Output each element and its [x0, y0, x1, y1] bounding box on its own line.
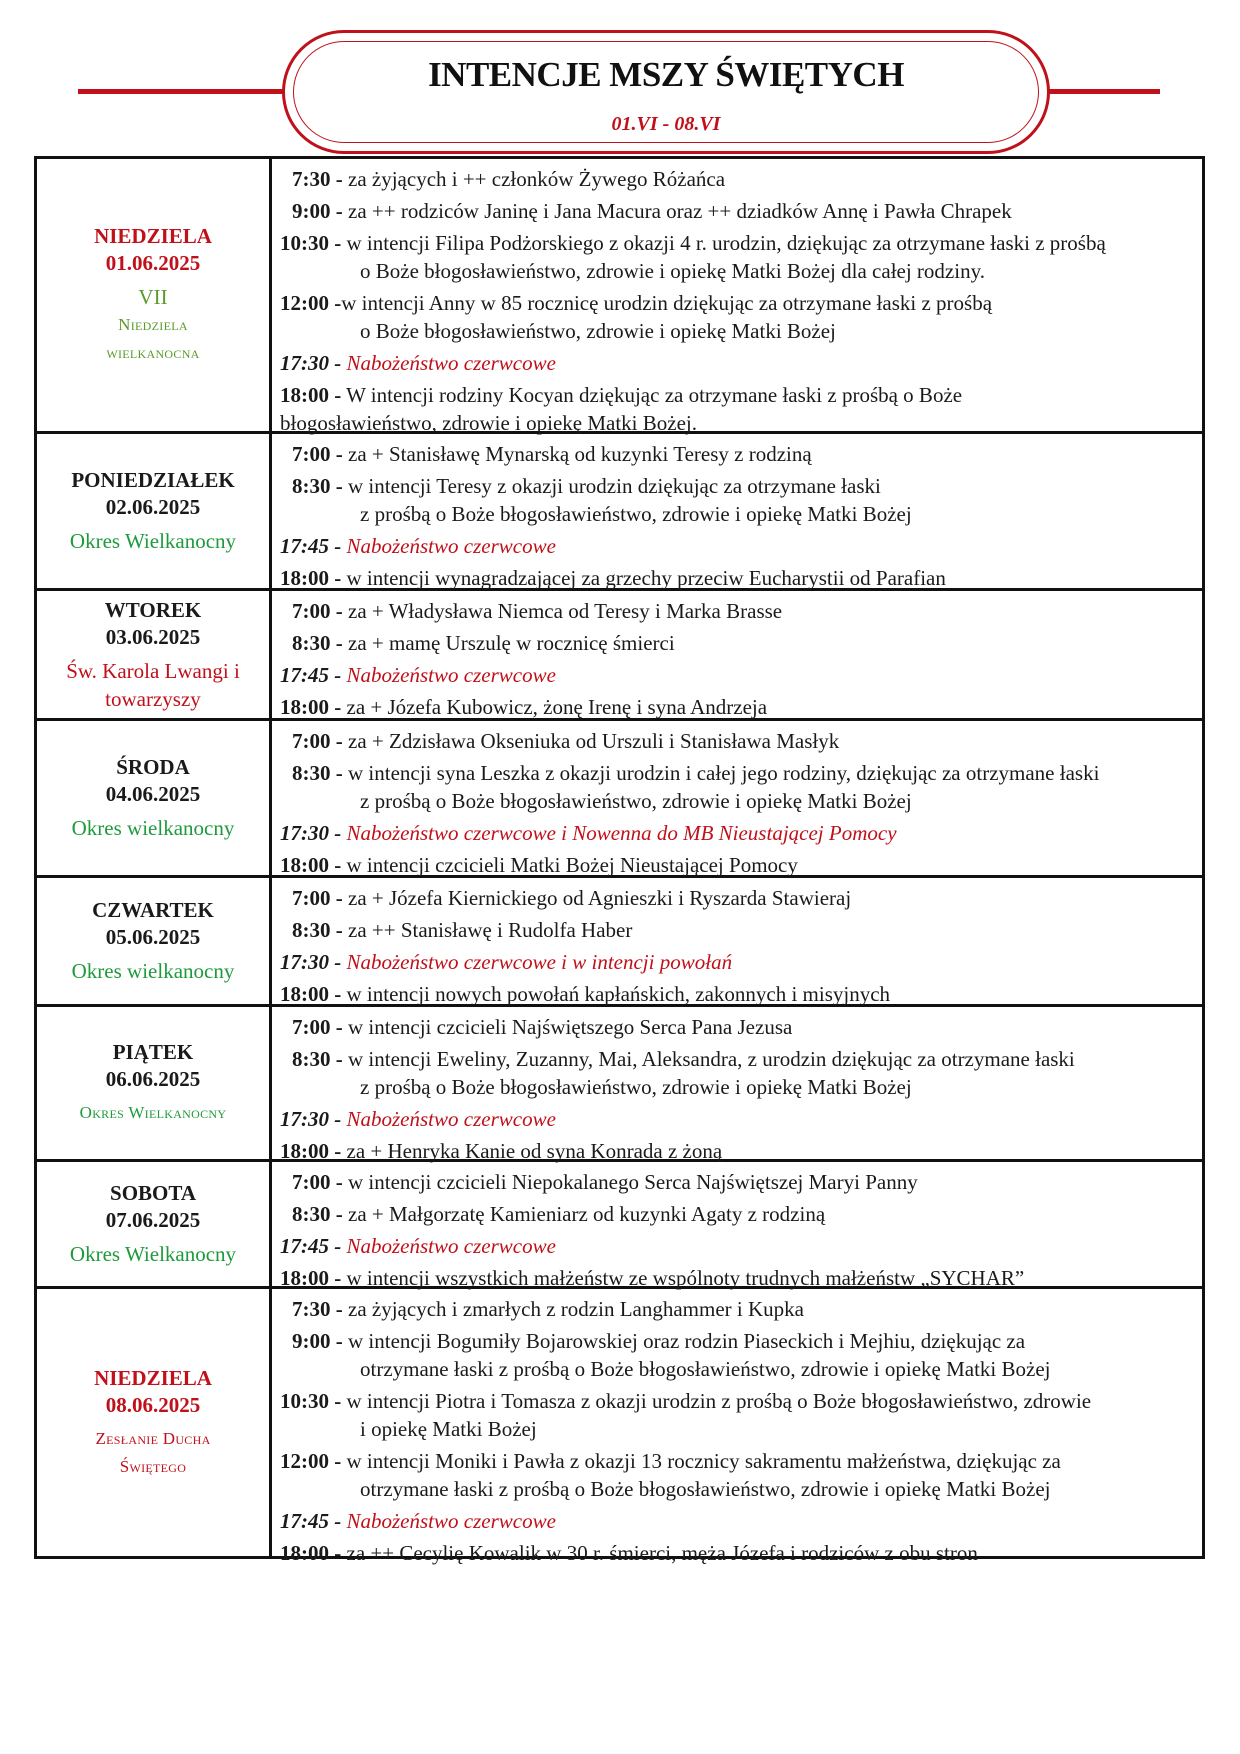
liturgical-season-line: Niedziela: [118, 315, 188, 334]
mass-time: 8:30 -: [292, 761, 343, 785]
mass-time: 17:30 -: [280, 821, 342, 845]
day-cell: [37, 159, 272, 431]
liturgical-season-line: Świętego: [119, 1456, 187, 1476]
day-cell: [37, 591, 272, 718]
day-date: 04.06.2025: [105, 782, 201, 806]
day-date: 05.06.2025: [105, 925, 201, 949]
mass-intention: [280, 1043, 1192, 1103]
mass-time: 8:30 -: [292, 918, 343, 942]
mass-intention: [280, 1445, 1192, 1505]
mass-time: 17:45 -: [280, 534, 342, 558]
intention-text: za żyjących i zmarłych z rodzin Langhammer i Kupka: [342, 1297, 804, 1321]
intention-text: w intencji Piotra i Tomasza z okazji urodzin z prośbą o Boże błogosławieństwo, zdrowie: [341, 1389, 1092, 1413]
day-row: [37, 588, 1202, 718]
mass-intention: [280, 287, 1192, 347]
mass-time: 7:00 -: [292, 1170, 343, 1194]
intention-text: w intencji wynagradzającej za grzechy przeciw Eucharystii od Parafian: [341, 566, 946, 590]
liturgical-season-line: wielkanocna: [106, 343, 200, 362]
day-cell: [37, 878, 272, 1004]
intention-text: za + Józefa Kiernickiego od Agnieszki i Ryszarda Stawieraj: [342, 886, 852, 910]
mass-intention: [280, 379, 1192, 439]
mass-list: [272, 1162, 1202, 1290]
day-name: ŚRODA: [116, 755, 190, 779]
liturgical-season-line: Okres wielkanocny: [71, 816, 235, 840]
mass-time: 8:30 -: [292, 631, 343, 655]
day-name: CZWARTEK: [92, 898, 214, 922]
mass-list: [272, 434, 1202, 588]
intention-text-continued: błogosławieństwo, zdrowie i opiekę Matki Bożej.: [280, 411, 697, 435]
liturgical-season: [95, 1425, 210, 1481]
day-row: [37, 718, 1202, 875]
devotion-entry: [280, 817, 1192, 849]
mass-time: 18:00 -: [280, 1139, 342, 1163]
mass-intention: [280, 757, 1192, 817]
page-title: INTENCJE MSZY ŚWIĘTYCH: [428, 55, 904, 94]
liturgical-season: [72, 814, 235, 842]
liturgical-season-line: Okres Wielkanocny: [79, 1103, 227, 1122]
day-name: PONIEDZIAŁEK: [71, 468, 235, 492]
liturgical-season: [72, 957, 235, 985]
mass-intention: [280, 1293, 1192, 1325]
mass-intention: [280, 163, 1192, 195]
intention-text-continued: z prośbą o Boże błogosławieństwo, zdrowie i opiekę Matki Bożej: [360, 1075, 912, 1099]
devotion-entry: [280, 1103, 1192, 1135]
intention-text-continued: otrzymane łaski z prośbą o Boże błogosławieństwo, zdrowie i opiekę Matki Bożej: [360, 1357, 1051, 1381]
intention-text: Nabożeństwo czerwcowe: [341, 1234, 556, 1258]
day-cell: [37, 1162, 272, 1286]
liturgical-season-line: Św. Karola Lwangi i: [66, 658, 240, 683]
mass-intention: [280, 227, 1192, 287]
mass-schedule-table: [34, 156, 1205, 1565]
intention-text: za + Stanisławę Mynarską od kuzynki Teresy z rodziną: [342, 442, 812, 466]
day-date: 01.06.2025: [105, 251, 201, 275]
mass-time: 10:30 -: [280, 1389, 342, 1413]
mass-time: 8:30 -: [292, 1047, 343, 1071]
mass-intention: [280, 595, 1192, 627]
mass-intention: [280, 627, 1192, 659]
intention-text: Nabożeństwo czerwcowe i w intencji powołań: [341, 950, 733, 974]
mass-time: 9:00 -: [292, 199, 343, 223]
liturgical-season-line: Okres Wielkanocny: [69, 529, 237, 553]
devotion-entry: [280, 1505, 1192, 1537]
intention-text: w intencji czcicieli Matki Bożej Nieustającej Pomocy: [341, 853, 798, 877]
intention-text: Nabożeństwo czerwcowe: [341, 1509, 556, 1533]
intention-text: w intencji nowych powołań kapłańskich, zakonnych i misyjnych: [341, 982, 891, 1006]
mass-intention: [280, 562, 1192, 594]
mass-time: 7:00 -: [292, 442, 343, 466]
day-row: [37, 1159, 1202, 1290]
intention-text: w intencji Filipa Podżorskiego z okazji 4 r. urodzin, dziękując za otrzymane łaski z prośbą: [341, 231, 1106, 255]
day-name: WTOREK: [104, 597, 202, 622]
intention-text: w intencji czcicieli Najświętszego Serca Pana Jezusa: [342, 1015, 793, 1039]
intention-text: Nabożeństwo czerwcowe: [341, 663, 556, 687]
mass-intention: [280, 1198, 1192, 1230]
intention-text: Nabożeństwo czerwcowe i Nowenna do MB Nieustającej Pomocy: [341, 821, 897, 845]
mass-time: 7:30 -: [292, 1297, 343, 1321]
header-rule-left: [78, 89, 290, 94]
day-row: [37, 1286, 1202, 1565]
mass-list: [272, 1289, 1202, 1565]
mass-intention: [280, 691, 1192, 723]
intention-text: w intencji Teresy z okazji urodzin dziękując za otrzymane łaski: [342, 474, 881, 498]
mass-time: 17:30 -: [280, 950, 342, 974]
intention-text: w intencji Bogumiły Bojarowskiej oraz rodzin Piaseckich i Mejhiu, dziękując za: [342, 1329, 1026, 1353]
liturgical-season: [80, 1099, 227, 1127]
mass-list: [272, 721, 1202, 875]
mass-intention: [280, 1325, 1192, 1385]
mass-time: 17:45 -: [280, 1509, 342, 1533]
devotion-entry: [280, 530, 1192, 562]
intention-text: w intencji Anny w 85 rocznicę urodzin dziękując za otrzymane łaski z prośbą: [341, 291, 993, 315]
day-date: 08.06.2025: [105, 1392, 201, 1417]
liturgical-season-line: Zesłanie Ducha: [95, 1428, 211, 1448]
intention-text: w intencji wszystkich małżeństw ze wspólnoty trudnych małżeństw „SYCHAR”: [341, 1266, 1025, 1290]
mass-time: 18:00 -: [280, 383, 342, 407]
day-cell: [37, 721, 272, 875]
intention-text-continued: o Boże błogosławieństwo, zdrowie i opiekę Matki Bożej dla całej rodziny.: [360, 259, 985, 283]
mass-intention: [280, 1166, 1192, 1198]
mass-time: 17:45 -: [280, 1234, 342, 1258]
liturgical-season: [70, 1240, 236, 1268]
mass-time: 17:30 -: [280, 351, 342, 375]
mass-time: 7:00 -: [292, 599, 343, 623]
mass-time: 10:30 -: [280, 231, 342, 255]
intention-text: za + Henryka Kanie od syna Konrada z żoną: [341, 1139, 723, 1163]
mass-list: [272, 159, 1202, 435]
intention-text: za + Zdzisława Okseniuka od Urszuli i Stanisława Masłyk: [342, 729, 840, 753]
mass-time: 18:00 -: [280, 1541, 342, 1565]
intention-text: za ++ Stanisławę i Rudolfa Haber: [342, 918, 633, 942]
mass-time: 9:00 -: [292, 1329, 343, 1353]
intention-text: Nabożeństwo czerwcowe: [341, 351, 556, 375]
intention-text: za + Małgorzatę Kamieniarz od kuzynki Agaty z rodziną: [342, 1202, 826, 1226]
intention-text: w intencji Moniki i Pawła z okazji 13 rocznicy sakramentu małżeństwa, dziękując za: [341, 1449, 1061, 1473]
day-row: [37, 1004, 1202, 1163]
devotion-entry: [280, 659, 1192, 691]
mass-intention: [280, 1537, 1192, 1569]
day-date: 07.06.2025: [105, 1208, 201, 1232]
intention-text: za ++ Cecylię Kowalik w 30 r. śmierci, męża Józefa i rodziców z obu stron: [341, 1541, 978, 1565]
liturgical-season: [66, 657, 240, 713]
liturgical-season: [106, 283, 199, 367]
intention-text: za + Józefa Kubowicz, żonę Irenę i syna Andrzeja: [341, 695, 768, 719]
intention-text: za ++ rodziców Janinę i Jana Macura oraz ++ dziadków Annę i Pawła Chrapek: [342, 199, 1012, 223]
mass-intention: [280, 914, 1192, 946]
mass-time: 7:30 -: [292, 167, 343, 191]
mass-time: 8:30 -: [292, 1202, 343, 1226]
mass-time: 18:00 -: [280, 853, 342, 877]
date-range: 01.VI - 08.VI: [611, 113, 721, 135]
intention-text: w intencji czcicieli Niepokalanego Serca Najświętszej Maryi Panny: [342, 1170, 918, 1194]
mass-time: 18:00 -: [280, 1266, 342, 1290]
liturgical-season: [70, 527, 236, 555]
mass-intention: [280, 438, 1192, 470]
mass-time: 18:00 -: [280, 982, 342, 1006]
intention-text: w intencji Eweliny, Zuzanny, Mai, Aleksandra, z urodzin dziękując za otrzymane łaski: [342, 1047, 1075, 1071]
intention-text-continued: otrzymane łaski z prośbą o Boże błogosławieństwo, zdrowie i opiekę Matki Bożej: [360, 1477, 1051, 1501]
intention-text-continued: o Boże błogosławieństwo, zdrowie i opiekę Matki Bożej: [360, 319, 836, 343]
intention-text-continued: z prośbą o Boże błogosławieństwo, zdrowie i opiekę Matki Bożej: [360, 789, 912, 813]
mass-list: [272, 878, 1202, 1004]
day-row: [37, 159, 1202, 435]
day-date: 06.06.2025: [105, 1067, 201, 1091]
day-date: 03.06.2025: [105, 624, 201, 649]
mass-intention: [280, 1385, 1192, 1445]
liturgical-season-line: towarzyszy: [105, 686, 201, 711]
mass-time: 18:00 -: [280, 695, 342, 719]
devotion-entry: [280, 347, 1192, 379]
intention-text-continued: i opiekę Matki Bożej: [360, 1417, 537, 1441]
mass-time: 7:00 -: [292, 886, 343, 910]
intention-text: za + mamę Urszulę w rocznicę śmierci: [342, 631, 675, 655]
liturgical-season-line: Okres Wielkanocny: [69, 1242, 237, 1266]
day-name: PIĄTEK: [112, 1040, 194, 1064]
intention-text: Nabożeństwo czerwcowe: [341, 1107, 556, 1131]
liturgical-season-line: Okres wielkanocny: [71, 959, 235, 983]
header-rule-right: [1040, 89, 1160, 94]
devotion-entry: [280, 1230, 1192, 1262]
mass-list: [272, 1007, 1202, 1163]
mass-intention: [280, 882, 1192, 914]
day-cell: [37, 1289, 272, 1556]
intention-text: W intencji rodziny Kocyan dziękując za otrzymane łaski z prośbą o Boże: [341, 383, 963, 407]
mass-time: 7:00 -: [292, 1015, 343, 1039]
day-row: [37, 875, 1202, 1004]
mass-intention: [280, 849, 1192, 881]
intention-text: Nabożeństwo czerwcowe: [341, 534, 556, 558]
mass-list: [272, 591, 1202, 718]
day-row: [37, 431, 1202, 588]
mass-intention: [280, 470, 1192, 530]
day-cell: [37, 434, 272, 588]
intention-text-continued: z prośbą o Boże błogosławieństwo, zdrowie i opiekę Matki Bożej: [360, 502, 912, 526]
day-name: SOBOTA: [110, 1181, 196, 1205]
mass-time: 8:30 -: [292, 474, 343, 498]
title-banner: [282, 30, 1050, 154]
day-date: 02.06.2025: [105, 495, 201, 519]
mass-intention: [280, 978, 1192, 1010]
mass-time: 17:45 -: [280, 663, 342, 687]
mass-intention: [280, 195, 1192, 227]
day-name: NIEDZIELA: [94, 1365, 212, 1390]
mass-intention: [280, 725, 1192, 757]
mass-time: 12:00 -: [280, 291, 342, 315]
liturgical-season-line: VII: [138, 285, 168, 309]
intention-text: za + Władysława Niemca od Teresy i Marka Brasse: [342, 599, 783, 623]
day-name: NIEDZIELA: [94, 224, 212, 248]
mass-time: 12:00 -: [280, 1449, 342, 1473]
devotion-entry: [280, 946, 1192, 978]
intention-text: za żyjących i ++ członków Żywego Różańca: [342, 167, 726, 191]
mass-time: 18:00 -: [280, 566, 342, 590]
mass-time: 17:30 -: [280, 1107, 342, 1131]
intention-text: w intencji syna Leszka z okazji urodzin i całej jego rodziny, dziękując za otrzymane łaski: [342, 761, 1100, 785]
mass-time: 7:00 -: [292, 729, 343, 753]
day-cell: [37, 1007, 272, 1159]
mass-intention: [280, 1011, 1192, 1043]
